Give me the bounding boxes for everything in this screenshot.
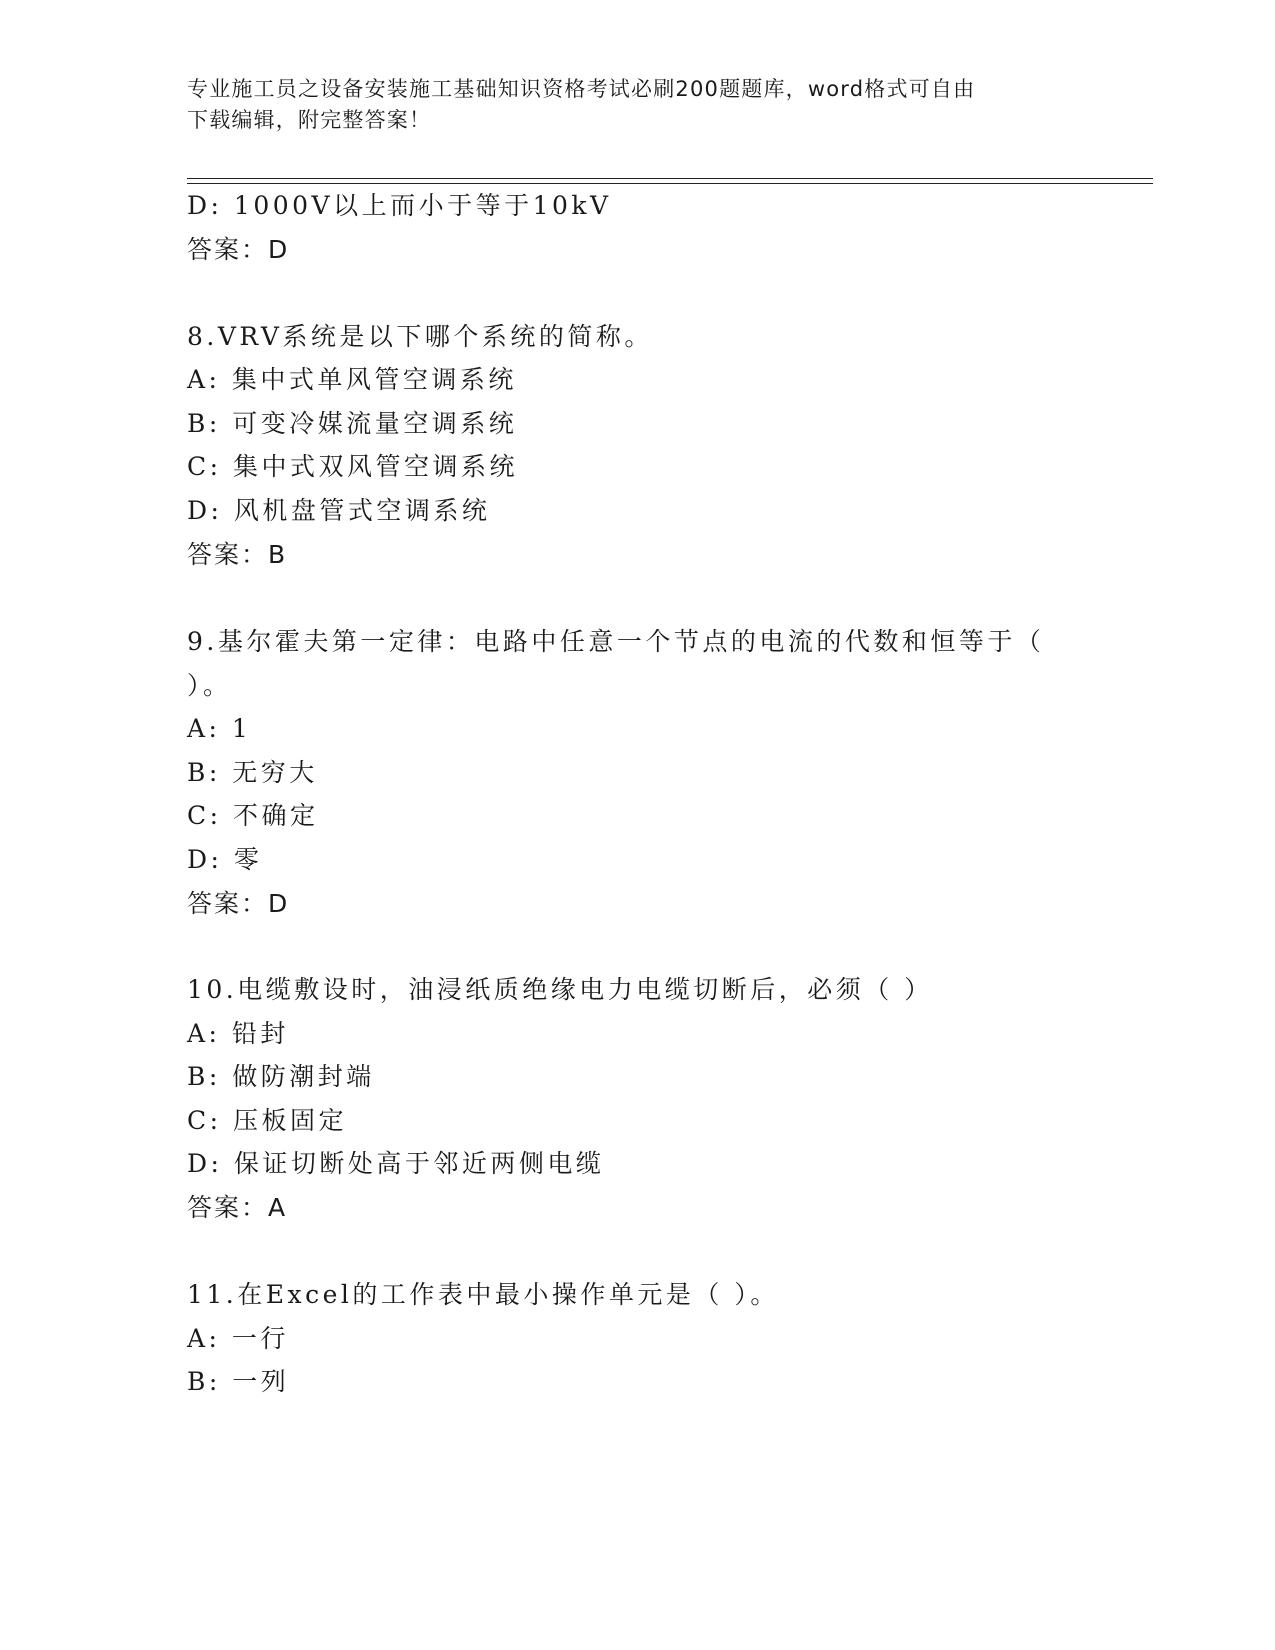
question-8-option-b: B: 可变冷媒流量空调系统 [187, 409, 518, 438]
question-9-option-c: C: 不确定 [187, 801, 319, 830]
question-9-option-d: D: 零 [187, 845, 263, 874]
question-9-stem-line-2: ）。 [187, 671, 232, 700]
question-8-stem: 8.VRV系统是以下哪个系统的简称。 [187, 322, 653, 351]
header-line-2: 下载编辑，附完整答案！ [187, 108, 432, 132]
question-8-option-a: A: 集中式单风管空调系统 [187, 365, 517, 394]
question-10-option-c: C: 压板固定 [187, 1106, 347, 1135]
question-8-option-d: D: 风机盘管式空调系统 [187, 496, 491, 525]
question-9-option-a: A: 1 [187, 714, 252, 743]
header-divider-top [187, 178, 1153, 179]
question-11-option-b: B: 一列 [187, 1367, 290, 1396]
question-9-answer: 答案：D [187, 889, 290, 918]
document-header [187, 74, 1087, 136]
question-9-option-b: B: 无穷大 [187, 758, 318, 787]
question-11-option-a: A: 一行 [187, 1324, 289, 1353]
question-10-option-d: D: 保证切断处高于邻近两侧电缆 [187, 1149, 605, 1178]
question-9-stem-line-1: 9.基尔霍夫第一定律：电路中任意一个节点的电流的代数和恒等于（ [187, 627, 1045, 656]
question-8-option-c: C: 集中式双风管空调系统 [187, 452, 518, 481]
question-10-answer: 答案：A [187, 1193, 288, 1222]
question-10-option-b: B: 做防潮封端 [187, 1062, 375, 1091]
header-divider-bottom [187, 183, 1153, 184]
question-8-answer: 答案：B [187, 540, 288, 569]
question-10-option-a: A: 铅封 [187, 1019, 289, 1048]
question-10-stem: 10.电缆敷设时，油浸纸质绝缘电力电缆切断后，必须（ ） [187, 975, 933, 1004]
prev-option-d: D: 1000V以上而小于等于10kV [187, 191, 612, 220]
prev-answer: 答案：D [187, 235, 290, 264]
header-line-1: 专业施工员之设备安装施工基础知识资格考试必刷200题题库，word格式可自由 [187, 77, 976, 101]
question-11-stem: 11.在Excel的工作表中最小操作单元是（ ）。 [187, 1280, 779, 1309]
